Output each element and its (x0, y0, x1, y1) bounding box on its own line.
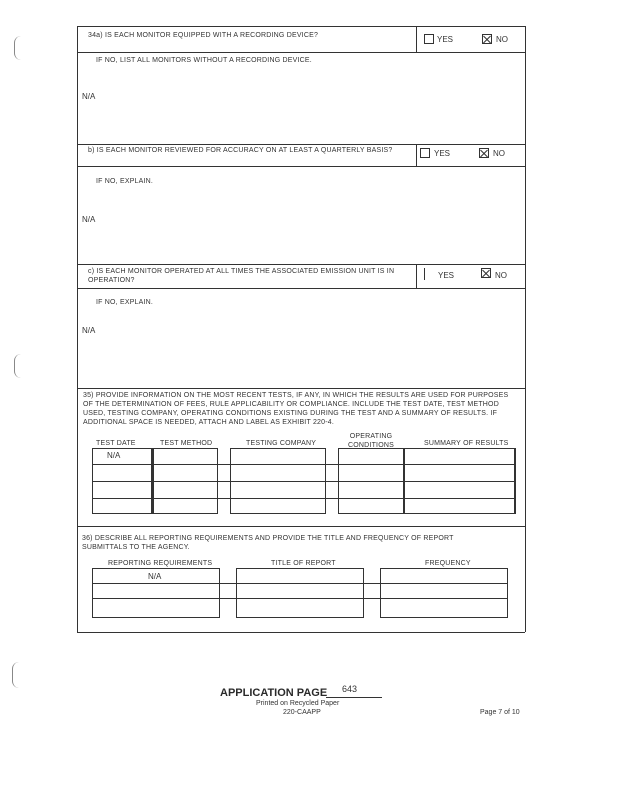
q34a-answer-divider (416, 26, 417, 52)
form-left-border (77, 26, 78, 632)
q34c-divider (77, 288, 525, 289)
form-top-border (77, 26, 525, 27)
form-right-border (525, 26, 526, 632)
q34c-yes-label: YES (438, 271, 455, 280)
q35-col-testing-company: TESTING COMPANY (246, 440, 317, 447)
q34c-question: c) IS EACH MONITOR OPERATED AT ALL TIMES THE ASSOCIATED EMISSION UNIT IS IN OPERATION? (88, 268, 395, 284)
q34b-no-checkbox[interactable] (479, 148, 489, 158)
q36-question: 36) DESCRIBE ALL REPORTING REQUIREMENTS AND PROVIDE THE TITLE AND FREQUENCY OF REPORT SUBMITTALS TO THE AGENCY. (82, 535, 454, 551)
q34a-no-label: NO (496, 35, 508, 44)
q34c-answer-divider (416, 264, 417, 288)
q35-row-line (92, 481, 516, 482)
q34c-response[interactable]: N/A (82, 326, 96, 335)
q36-col-frequency: FREQUENCY (425, 560, 471, 567)
q35-row-line (92, 464, 516, 465)
footer-form-id: 220-CAAPP (283, 709, 321, 716)
q35-col-summary-of-results: SUMMARY OF RESULTS (424, 440, 509, 447)
q34b-yes-label: YES (434, 149, 451, 158)
footer-page-number-underline (326, 697, 382, 698)
q34a-yes-checkbox[interactable] (424, 34, 434, 44)
footer-title: APPLICATION PAGE (220, 687, 328, 699)
q35-question: 35) PROVIDE INFORMATION ON THE MOST RECENT TESTS, IF ANY, IN WHICH THE RESULTS ARE USED FOR PURPOSES OF THE DETERMINATION OF FEES, RULE APPLICABILITY OR COMPLIANCE. INCLUDE THE TEST DATE, TEST METHOD USED, TESTING COMPANY, OPERATING CONDITIONS EXISTING DURING THE TEST AND A SUMMARY OF RESULTS. IF ADDITIONAL SPACE IS NEEDED, ATTACH AND LABEL AS EXHIBIT 220-4. (83, 392, 509, 426)
binder-hole-mark (12, 662, 19, 688)
q34b-question: b) IS EACH MONITOR REVIEWED FOR ACCURACY ON AT LEAST A QUARTERLY BASIS? (88, 147, 393, 154)
q34a-yes-label: YES (437, 35, 454, 44)
q34a-divider (77, 52, 525, 53)
q34c-instruction: IF NO, EXPLAIN. (96, 299, 154, 306)
binder-hole-mark (14, 354, 21, 378)
q35-col-test-date: TEST DATE (96, 440, 136, 447)
form-bottom-border (77, 632, 525, 633)
binder-hole-mark (14, 36, 21, 60)
q36-row-line (92, 583, 508, 584)
q36-frequency-column[interactable] (380, 568, 508, 618)
q35-col-test-method: TEST METHOD (160, 440, 213, 447)
q34a-question: 34a) IS EACH MONITOR EQUIPPED WITH A RECORDING DEVICE? (88, 32, 319, 39)
q34b-response[interactable]: N/A (82, 215, 96, 224)
q34a-bottom-rule (77, 144, 525, 145)
q35-row-line (92, 498, 516, 499)
q36-col-title-of-report: TITLE OF REPORT (271, 560, 336, 567)
q34a-instruction: IF NO, LIST ALL MONITORS WITHOUT A RECORDING DEVICE. (96, 57, 312, 64)
q34b-yes-checkbox[interactable] (420, 148, 430, 158)
q35-bottom-rule (77, 526, 525, 527)
q36-row-line (92, 598, 508, 599)
q36-first-row-value[interactable]: N/A (148, 572, 162, 581)
q34c-yes-mark[interactable] (424, 268, 425, 280)
q36-col-reporting-requirements: REPORTING REQUIREMENTS (108, 560, 213, 567)
footer-printed-note: Printed on Recycled Paper (256, 700, 340, 707)
footer-page-of: Page 7 of 10 (480, 709, 520, 716)
q34a-response[interactable]: N/A (82, 92, 96, 101)
q34c-bottom-rule (77, 388, 525, 389)
q36-title-of-report-column[interactable] (236, 568, 364, 618)
q34a-no-checkbox[interactable] (482, 34, 492, 44)
q35-col-operating-conditions: OPERATING CONDITIONS (348, 433, 394, 449)
footer-page-number: 643 (342, 684, 358, 694)
q34b-answer-divider (416, 144, 417, 166)
q34c-no-label: NO (495, 271, 507, 280)
q34b-bottom-rule (77, 264, 525, 265)
q34c-no-checkbox[interactable] (481, 268, 491, 278)
q34b-no-label: NO (493, 149, 505, 158)
q34b-divider (77, 166, 525, 167)
q34b-instruction: IF NO, EXPLAIN. (96, 178, 154, 185)
q35-first-row-value[interactable]: N/A (107, 451, 121, 460)
